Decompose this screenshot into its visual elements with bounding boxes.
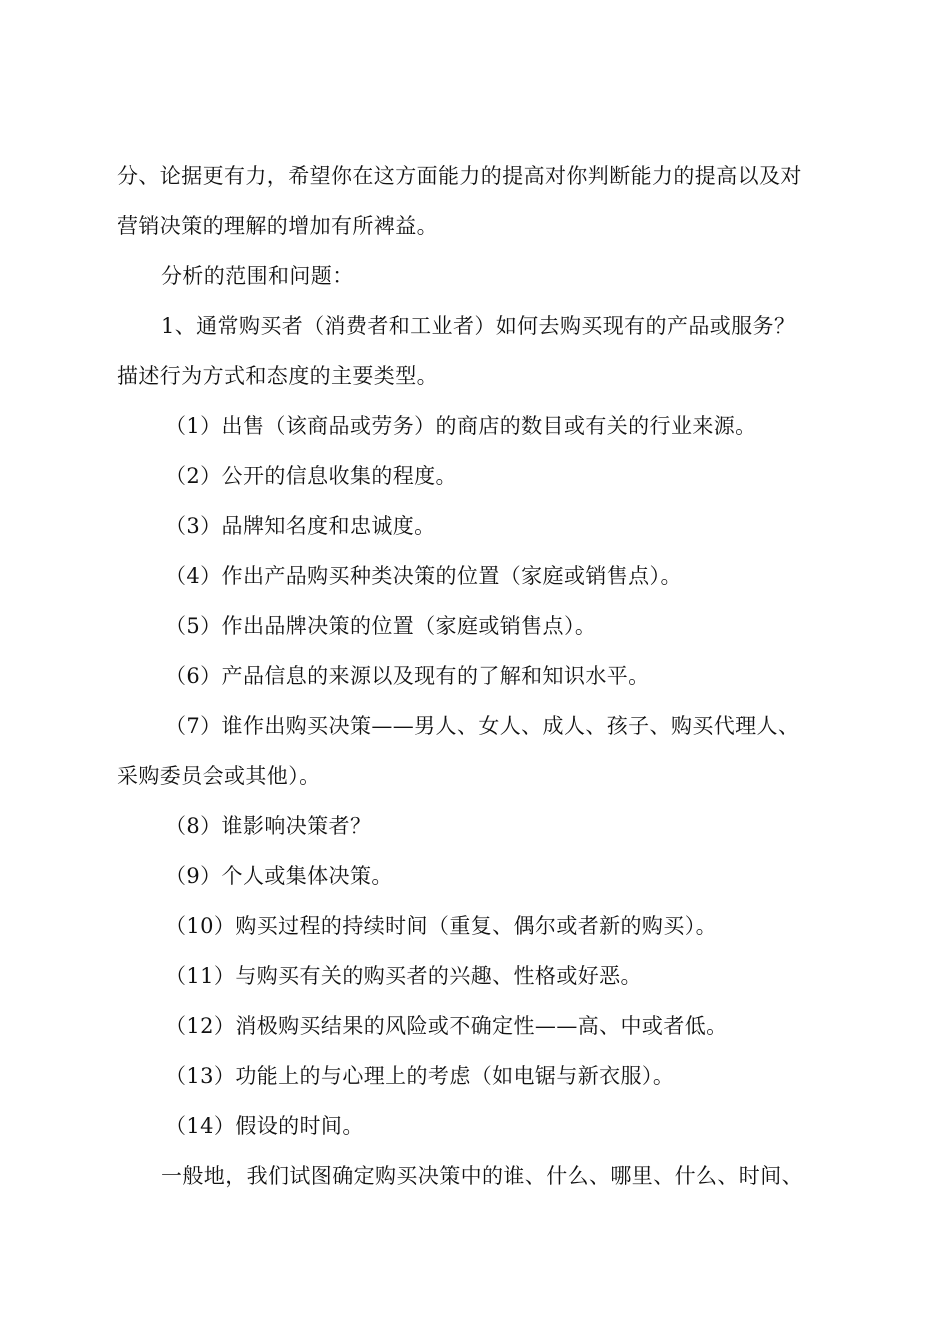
question-line-2: 描述行为方式和态度的主要类型。 <box>117 364 438 388</box>
list-item-7: （7）谁作出购买决策——男人、女人、成人、孩子、购买代理人、 <box>165 714 800 738</box>
list-item-11: （11）与购买有关的购买者的兴趣、性格或好恶。 <box>165 964 642 988</box>
closing-paragraph-line: 一般地，我们试图确定购买决策中的谁、什么、哪里、什么、时间、 <box>161 1164 803 1188</box>
list-item-1: （1）出售（该商品或劳务）的商店的数目或有关的行业来源。 <box>165 414 757 438</box>
body-line-2: 营销决策的理解的增加有所裨益。 <box>117 214 438 238</box>
list-item-2: （2）公开的信息收集的程度。 <box>165 464 457 488</box>
question-line-1: 1、通常购买者（消费者和工业者）如何去购买现有的产品或服务？ <box>161 314 796 338</box>
list-item-14: （14）假设的时间。 <box>165 1114 364 1138</box>
body-line-1: 分、论据更有力，希望你在这方面能力的提高对你判断能力的提高以及对 <box>117 164 802 188</box>
list-item-10: （10）购买过程的持续时间（重复、偶尔或者新的购买）。 <box>165 914 718 938</box>
section-heading: 分析的范围和问题： <box>161 264 354 288</box>
document-body <box>117 151 837 1201</box>
list-item-5: （5）作出品牌决策的位置（家庭或销售点）。 <box>165 614 597 638</box>
list-item-8: （8）谁影响决策者？ <box>165 814 372 838</box>
list-item-13: （13）功能上的与心理上的考虑（如电锯与新衣服）。 <box>165 1064 675 1088</box>
list-item-6: （6）产品信息的来源以及现有的了解和知识水平。 <box>165 664 650 688</box>
list-item-12: （12）消极购买结果的风险或不确定性——高、中或者低。 <box>165 1014 728 1038</box>
list-item-3: （3）品牌知名度和忠诚度。 <box>165 514 436 538</box>
list-item-7-continuation: 采购委员会或其他）。 <box>117 764 321 788</box>
list-item-4: （4）作出产品购买种类决策的位置（家庭或销售点）。 <box>165 564 682 588</box>
list-item-9: （9）个人或集体决策。 <box>165 864 393 888</box>
